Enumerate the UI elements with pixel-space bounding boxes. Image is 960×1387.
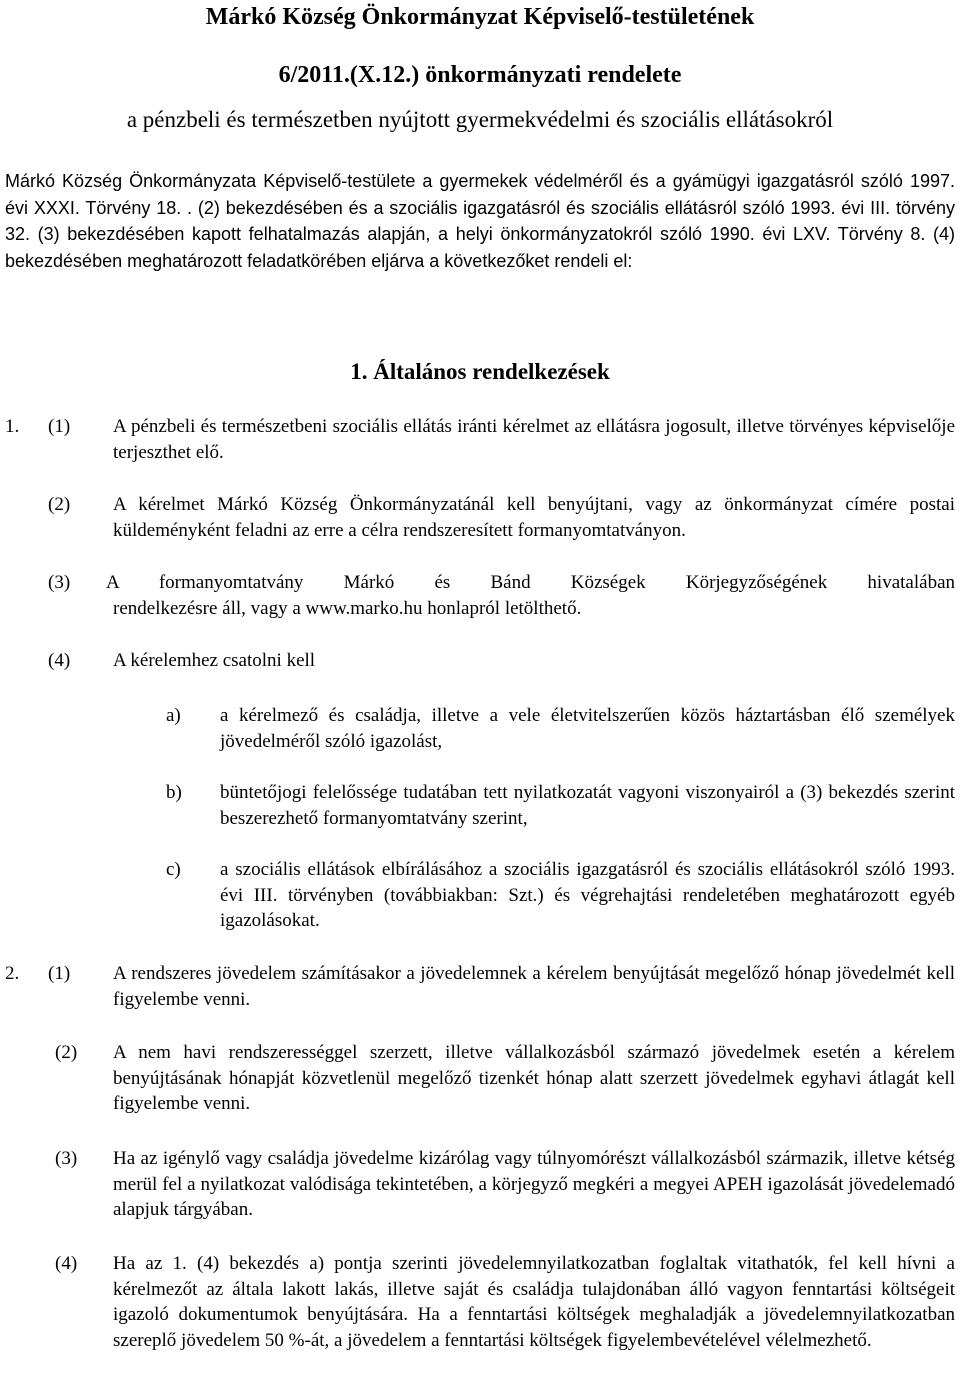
paragraph-marker: (2) (55, 1042, 78, 1063)
regulation-subject: a pénzbeli és természetben nyújtott gyermekvédelmi és szociális ellátásokról (126, 107, 834, 132)
section-number: 1. (5, 416, 20, 437)
regulation-number: 6/2011.(X.12.) önkormányzati rendelete (278, 62, 682, 88)
paragraph-marker: (1) (48, 416, 71, 437)
list-item-text: a kérelmező és családja, illetve a vele életvitelszerűen közös háztartásban élő személyek jövedelméről szóló igazolást, (220, 705, 955, 752)
paragraph-marker: (3) (48, 572, 71, 593)
paragraph-text: A pénzbeli és természetbeni szociális ellátás iránti kérelmet az ellátásra jogosult, illetve törvényes képviselője terjeszthet elő. (113, 416, 955, 463)
chapter-heading: 1. Általános rendelkezések (350, 359, 610, 384)
paragraph-text: A rendszeres jövedelem számításakor a jövedelemnek a kérelem benyújtását megelőző hónap jövedelmét kell figyelembe venni. (113, 963, 955, 1010)
paragraph-text: A nem havi rendszerességgel szerzett, illetve vállalkozásból származó jövedelmek esetén a kérelem benyújtásának hónapját közvetlenül megelőző tizenkét hónap alatt szerzett jövedelmek egyhavi átlagát kell figyelembe venni. (113, 1042, 955, 1114)
list-item-label: a) (166, 705, 181, 726)
paragraph-marker: (4) (48, 650, 71, 671)
paragraph-text: Ha az igénylő vagy családja jövedelme kizárólag vagy túlnyomórészt vállalkozásból származik, illetve kétség merül fel a nyilatkozat valódisága tekintetében, a körjegyző megkéri a megyei APEH igazolását jövedelemadó alapjuk tárgyában. (113, 1148, 955, 1220)
paragraph-marker: (3) (55, 1148, 78, 1169)
list-item-label: c) (166, 859, 181, 880)
paragraph-text: A kérelemhez csatolni kell (113, 650, 316, 671)
list-item-text: a szociális ellátások elbírálásához a szociális igazgatásról és szociális ellátásokról szóló 1993. évi III. törvényben (továbbiakban: Szt.) és végrehajtási rendeletében meghatározott egyéb igazolásokat. (220, 859, 955, 931)
list-item-text: büntetőjogi felelőssége tudatában tett nyilatkozatát vagyoni viszonyairól a (3) bekezdés szerint beszerezhető formanyomtatvány szerint, (220, 782, 955, 829)
paragraph-text: A formanyomtatvány Márkó és Bánd Községek Körjegyzőségének hivatalában (106, 572, 955, 593)
list-item-label: b) (166, 782, 182, 803)
paragraph-text: rendelkezésre áll, vagy a www.marko.hu honlapról letölthető. (113, 598, 582, 619)
paragraph-text: Ha az 1. (4) bekezdés a) pontja szerinti jövedelemnyilatkozatban foglaltak vitathatók, fel kell hívni a kérelmezőt az általa lakott lakás, illetve saját és családja tulajdonában álló vagyon fenntartási költségeit igazoló dokumentumok benyújtására. Ha a fenntartási költségek meghaladják a jövedelemnyilatkozatban szereplő jövedelem 50 %-át, a jövedelem a fenntartási költségek figyelembevételével vélelmezhető. (113, 1253, 955, 1351)
document-title: Márkó Község Önkormányzat Képviselő-testületének (205, 4, 755, 30)
paragraph-marker: (4) (55, 1253, 78, 1274)
paragraph-text: A kérelmet Márkó Község Önkormányzatánál kell benyújtani, vagy az önkormányzat címére postai küldeményként feladni az erre a célra rendszeresített formanyomtatványon. (113, 494, 955, 541)
section-number: 2. (5, 963, 20, 984)
paragraph-marker: (1) (48, 963, 71, 984)
preamble: Márkó Község Önkormányzata Képviselő-testülete a gyermekek védelméről és a gyámügyi igazgatásról szóló 1997. évi XXXI. Törvény 18. . (2) bekezdésében és a szociális igazgatásról és szociális ellátásról szóló 1993. évi III. törvény 32. (3) bekezdésében kapott felhatalmazás alapján, a helyi önkormányzatokról szóló 1990. évi LXV. Törvény 8. (4) bekezdésében meghatározott feladatkörében eljárva a következőket rendeli el: (5, 171, 955, 271)
paragraph-marker: (2) (48, 494, 71, 515)
